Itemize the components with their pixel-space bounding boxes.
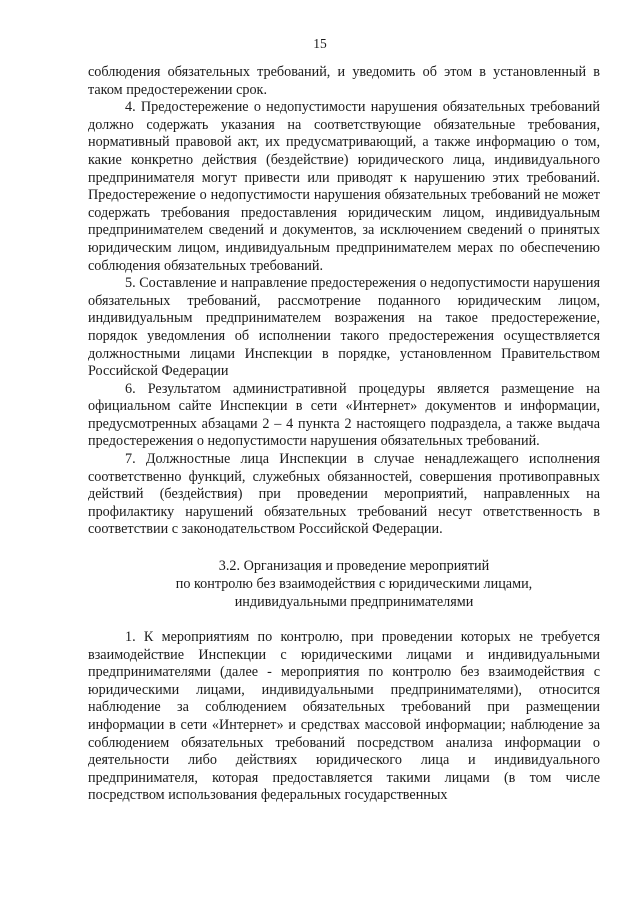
section-heading-line-3: индивидуальными предпринимателями: [234, 594, 474, 611]
paragraph-item-7: 7. Должностные лица Инспекции в случае ненадлежащего исполнения соответственно функций, служебных обязанностей, совершения противоправных действий (бездействия) при проведении мероприятий, направленных на профилактику нарушений обязательных требований несут ответственность в соответствии с законодательством Российской Федерации.: [88, 451, 600, 538]
paragraph-item-1: 1. К мероприятиям по контролю, при проведении которых не требуется взаимодействие Инспекции с юридическими лицами и индивидуальными предпринимателями (далее - мероприятия по контролю без взаимодействия с юридическими лицами, индивидуальными предпринимателями), относится наблюдение за соблюдением обязательных требований при размещении информации в сети «Интернет» и средствах массовой информации; наблюдение за соблюдением обязательных требований посредством анализа информации о деятельности либо действиях юридического лица и индивидуального предпринимателя, которая предоставляется такими лицами (в том числе посредством использования федеральных государственных: [88, 629, 600, 804]
paragraph-item-4: 4. Предостережение о недопустимости нарушения обязательных требований должно содержать указания на соответствующие обязательные требования, нормативный правовой акт, их предусматривающий, а также информацию о том, какие конкретно действия (бездействие) юридического лица, индивидуального предпринимателя могут привести или приводят к нарушению этих требований. Предостережение о недопустимости нарушения обязательных требований не может содержать требования предоставления юридическим лицом, индивидуальным предпринимателем сведений и документов, за исключением сведений о принятых юридическим лицом, индивидуальным предпринимателем мерах по обеспечению соблюдения обязательных требований.: [88, 99, 600, 274]
paragraph-continuation: соблюдения обязательных требований, и уведомить об этом в установленный в таком предостережении срок.: [88, 64, 600, 98]
section-heading-line-1: 3.2. Организация и проведение мероприятий: [218, 558, 490, 575]
page-number: 15: [313, 36, 327, 51]
paragraph-item-6: 6. Результатом административной процедуры является размещение на официальном сайте Инспекции в сети «Интернет» документов и информации, предусмотренных абзацами 2 – 4 пункта 2 настоящего подраздела, а также выдача предостережения о недопустимости нарушения обязательных требований.: [88, 380, 600, 450]
section-heading: [88, 557, 600, 611]
section-heading-line-2: по контролю без взаимодействия с юридическими лицами,: [175, 576, 533, 593]
document-body: [88, 64, 600, 805]
paragraph-item-5: 5. Составление и направление предостережения о недопустимости нарушения обязательных требований, рассмотрение поданного юридическим лицом, индивидуальным предпринимателем возражения на такое предостережение, порядок уведомления об исполнении такого предостережения осуществляется должностными лицами Инспекции в порядке, установленном Правительством Российской Федерации: [88, 275, 600, 380]
